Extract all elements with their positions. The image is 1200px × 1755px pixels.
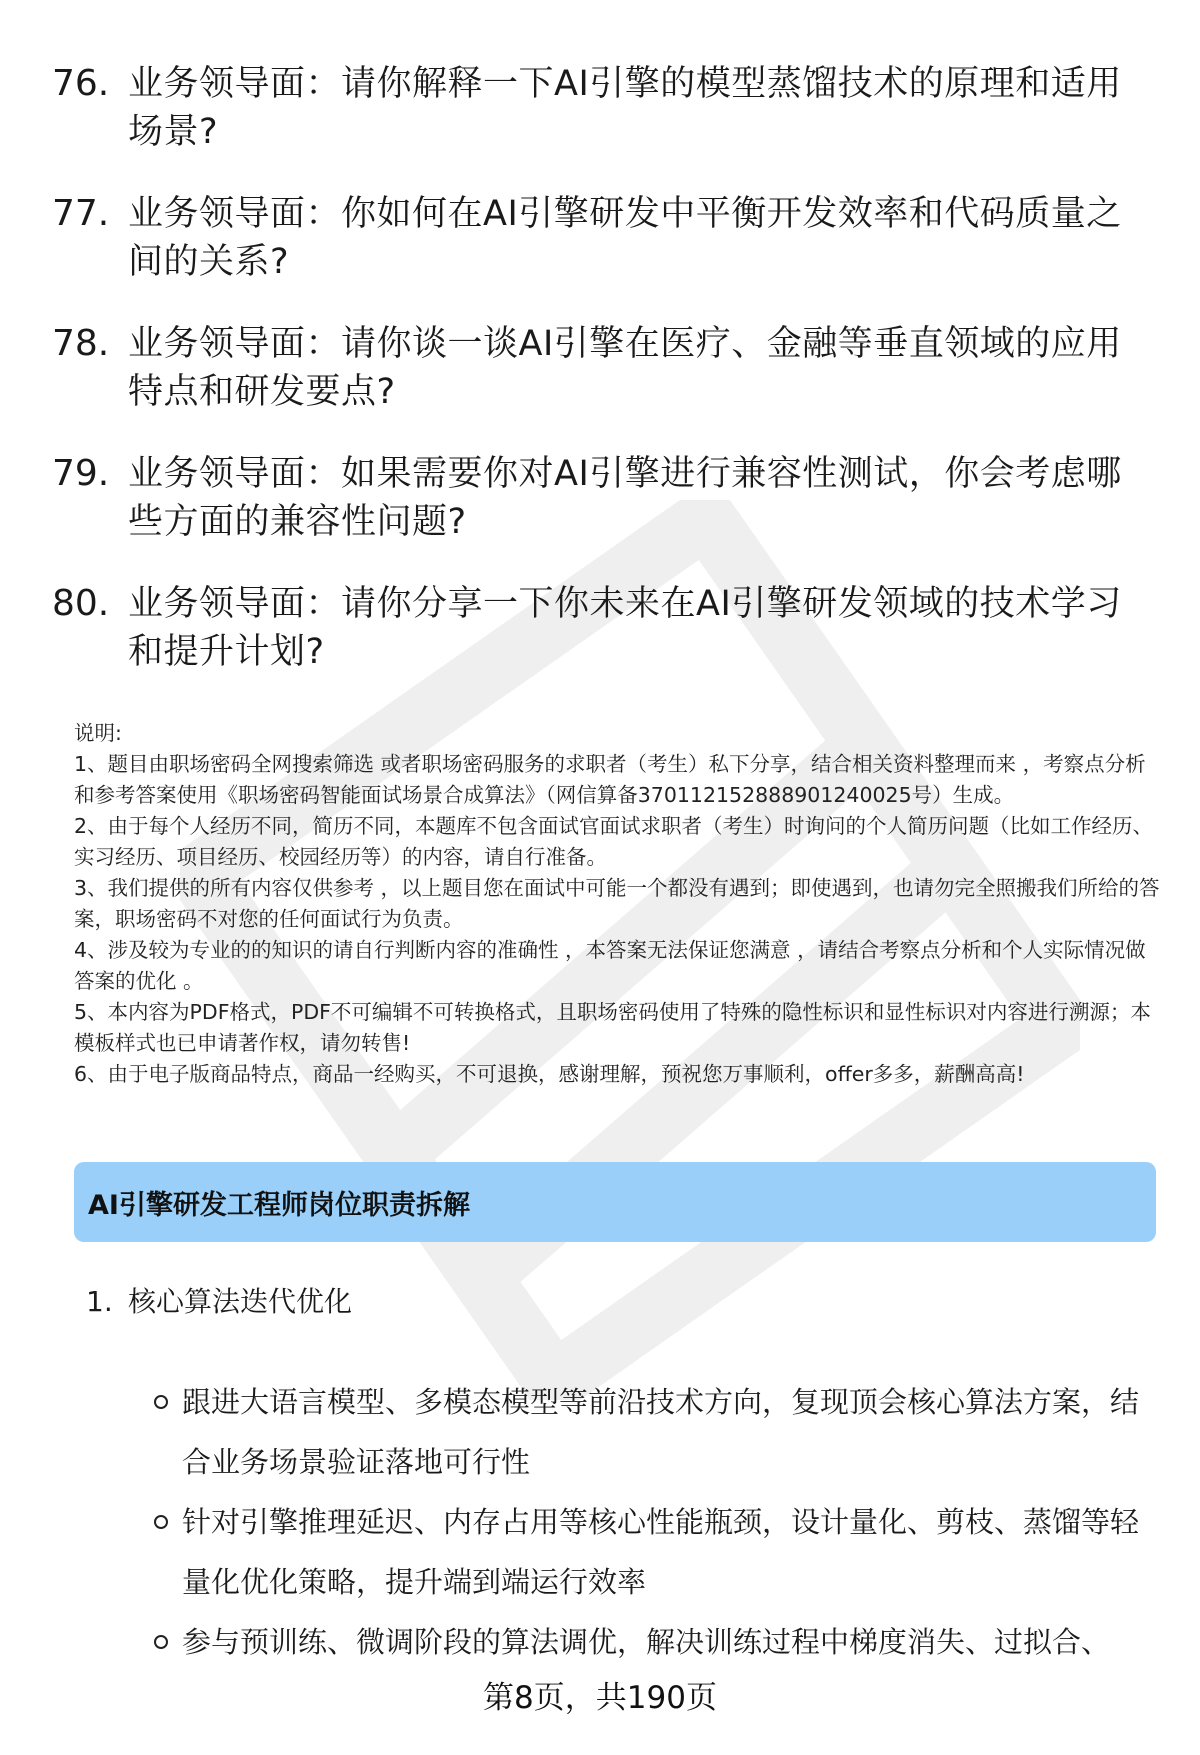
page-footer: 第8页，共190页: [483, 1680, 717, 1716]
question-item: [52, 450, 1152, 546]
note-item: 6、由于电子版商品特点，商品一经购买，不可退换，感谢理解，预祝您万事顺利，offer多多，薪酬高高!: [74, 1062, 1025, 1086]
bullet-text: 针对引擎推理延迟、内存占用等核心性能瓶颈，设计量化、剪枝、蒸馏等轻量化优化策略，提升端到端运行效率: [182, 1505, 1140, 1599]
question-item: [52, 580, 1152, 676]
bullet-text: 跟进大语言模型、多模态模型等前沿技术方向，复现顶会核心算法方案，结合业务场景验证落地可行性: [182, 1385, 1140, 1479]
duty-heading: [86, 1282, 352, 1322]
question-item: [52, 320, 1152, 416]
bullet-circle-icon: [152, 1492, 182, 1612]
question-item: [52, 190, 1152, 286]
section-title: AI引擎研发工程师岗位职责拆解: [88, 1189, 470, 1221]
notes-title: 说明:: [74, 721, 122, 745]
bullet-item: [152, 1372, 1142, 1492]
note-item: 4、涉及较为专业的的知识的请自行判断内容的准确性 ，本答案无法保证您满意 ，请结合考察点分析和个人实际情况做答案的优化 。: [74, 938, 1146, 993]
note-item: 1、题目由职场密码全网搜索筛选 或者职场密码服务的求职者（考生）私下分享，结合相关资料整理而来 ，考察点分析和参考答案使用《职场密码智能面试场景合成算法》（网信算备370112152888901240025号）生成。: [74, 752, 1146, 807]
question-text: 业务领导面：你如何在AI引擎研发中平衡开发效率和代码质量之间的关系?: [128, 194, 1122, 282]
note-item: 5、本内容为PDF格式，PDF不可编辑不可转换格式，且职场密码使用了特殊的隐性标识和显性标识对内容进行溯源；本模板样式也已申请著作权，请勿转售!: [74, 1000, 1151, 1055]
question-item: [52, 60, 1152, 156]
question-number: 77.: [52, 193, 110, 234]
bullet-circle-icon: [152, 1612, 182, 1672]
duty-bullet-list: [152, 1372, 1142, 1672]
duty-title: 核心算法迭代优化: [128, 1285, 353, 1318]
question-number: 76.: [52, 63, 110, 104]
bullet-circle-icon: [152, 1372, 182, 1492]
question-text: 业务领导面：请你谈一谈AI引擎在医疗、金融等垂直领域的应用特点和研发要点?: [128, 324, 1122, 412]
duty-number: 1.: [86, 1285, 113, 1318]
question-number: 79.: [52, 453, 110, 494]
section-banner: [74, 1162, 1156, 1242]
question-number: 80.: [52, 583, 110, 624]
notes-section: [74, 718, 1164, 1090]
bullet-item: [152, 1492, 1142, 1612]
note-item: 2、由于每个人经历不同，简历不同，本题库不包含面试官面试求职者（考生）时询问的个人简历问题（比如工作经历、实习经历、项目经历、校园经历等）的内容，请自行准备。: [74, 814, 1154, 869]
question-text: 业务领导面：请你解释一下AI引擎的模型蒸馏技术的原理和适用场景?: [128, 64, 1122, 152]
question-text: 业务领导面：如果需要你对AI引擎进行兼容性测试，你会考虑哪些方面的兼容性问题?: [128, 454, 1122, 542]
question-number: 78.: [52, 323, 110, 364]
note-item: 3、我们提供的所有内容仅供参考 ，以上题目您在面试中可能一个都没有遇到；即使遇到，也请勿完全照搬我们所给的答案，职场密码不对您的任何面试行为负责。: [74, 876, 1160, 931]
question-list: [52, 60, 1152, 710]
question-text: 业务领导面：请你分享一下你未来在AI引擎研发领域的技术学习和提升计划?: [128, 584, 1122, 672]
bullet-text: 参与预训练、微调阶段的算法调优，解决训练过程中梯度消失、过拟合、: [182, 1625, 1111, 1659]
bullet-item: [152, 1612, 1142, 1672]
